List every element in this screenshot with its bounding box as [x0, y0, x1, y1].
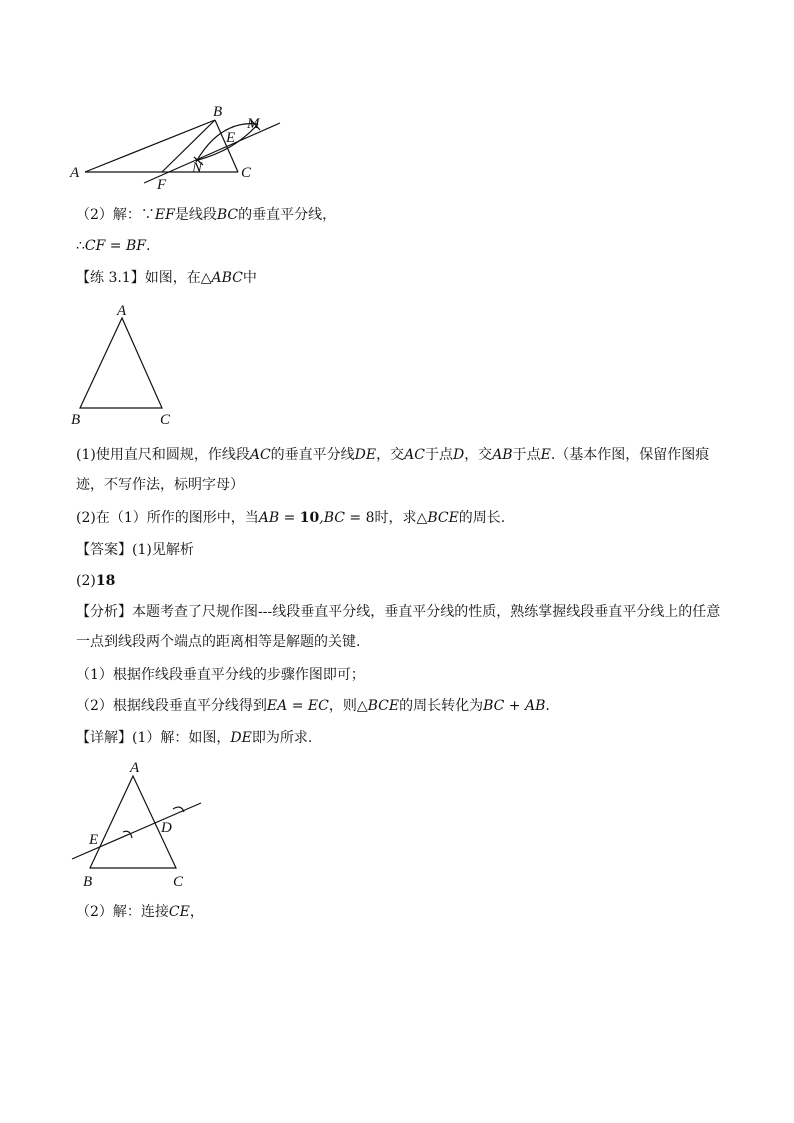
point-label-e: E [89, 832, 99, 848]
question-1: (1)使用直尺和圆规，作线段AC的垂直平分线DE，交AC于点D，交AB于点E.（基本作图，保留作图痕迹，不写作法，标明字母） [76, 447, 710, 493]
question-2: (2)在（1）所作的图形中，当AB = 10,BC = 8时，求△BCE的周长. [76, 510, 506, 526]
analysis-step-2: （2）根据线段垂直平分线得到EA = EC，则△BCE的周长转化为BC + AB. [76, 698, 550, 714]
point-label-n: N [192, 160, 203, 176]
point-label-m: M [247, 116, 260, 132]
practice-heading: 【练 3.1】如图，在△ABC中 [76, 270, 257, 286]
answer-line-1: 【答案】(1)见解析 [76, 542, 194, 558]
point-label-e: E [226, 130, 236, 146]
point-label-c: C [241, 165, 252, 181]
point-label-b: B [71, 412, 81, 428]
solution-line-1: （2）解：∵EF是线段BC的垂直平分线， [76, 207, 337, 223]
detail-line: 【详解】(1）解：如图，DE即为所求. [76, 730, 313, 746]
figure-2-triangle [68, 300, 188, 430]
point-label-d: D [161, 820, 172, 836]
answer-line-2: (2)18 [76, 573, 116, 589]
point-label-f: F [157, 177, 167, 193]
point-label-b: B [213, 104, 223, 120]
figure-1-construction [60, 100, 300, 195]
point-label-a: A [70, 165, 80, 181]
point-label-b: B [83, 874, 93, 890]
analysis-step-1: （1）根据作线段垂直平分线的步骤作图即可； [76, 667, 365, 683]
solution-part-2: （2）解：连接CE， [76, 904, 204, 920]
point-label-a: A [117, 303, 127, 319]
point-label-c: C [173, 874, 184, 890]
analysis-paragraph: 【分析】本题考查了尺规作图---线段垂直平分线，垂直平分线的性质，熟练掌握线段垂直平分线上的任意一点到线段两个端点的距离相等是解题的关键. [76, 604, 721, 650]
solution-line-2: ∴CF = BF. [76, 238, 151, 254]
figure-3-construction [68, 756, 208, 891]
point-label-a: A [130, 760, 140, 776]
point-label-c: C [160, 412, 171, 428]
